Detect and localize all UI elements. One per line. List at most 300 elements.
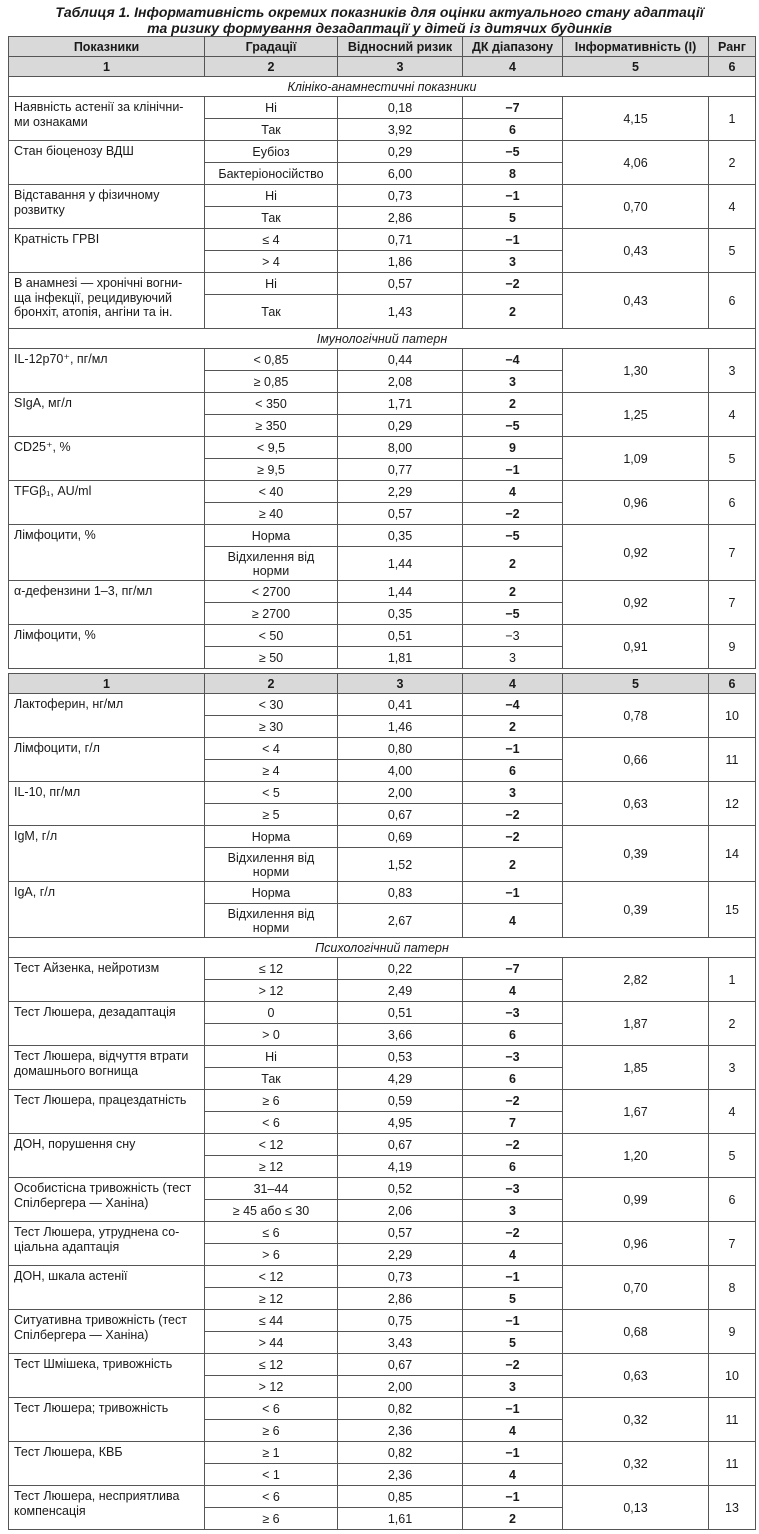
dk-cell: 2 [463, 848, 563, 882]
gradation-cell: ≥ 0,85 [205, 371, 338, 393]
gradation-cell: > 44 [205, 1332, 338, 1354]
indicator-name: Лімфоцити, % [9, 525, 205, 581]
indicator-name: Тест Люшера, несприятлива компенсація [9, 1486, 205, 1530]
gradation-cell: ≥ 5 [205, 804, 338, 826]
rank-cell: 6 [709, 1178, 756, 1222]
rank-cell: 4 [709, 185, 756, 229]
gradation-cell: > 4 [205, 251, 338, 273]
dk-cell: 4 [463, 481, 563, 503]
relative-risk-cell: 0,35 [338, 603, 463, 625]
table-row [9, 826, 756, 848]
section-title-row [9, 77, 756, 97]
gradation-cell: 31–44 [205, 1178, 338, 1200]
gradation-cell: ≥ 50 [205, 647, 338, 669]
relative-risk-cell: 0,29 [338, 141, 463, 163]
relative-risk-cell: 0,71 [338, 229, 463, 251]
relative-risk-cell: 0,77 [338, 459, 463, 481]
indicator-name: Тест Люшера, КВБ [9, 1442, 205, 1486]
relative-risk-cell: 1,61 [338, 1508, 463, 1530]
table-row [9, 738, 756, 760]
relative-risk-cell: 0,73 [338, 185, 463, 207]
gradation-cell: Ні [205, 273, 338, 295]
dk-cell: 6 [463, 760, 563, 782]
relative-risk-cell: 3,92 [338, 119, 463, 141]
gradation-cell: Ні [205, 97, 338, 119]
table-row [9, 625, 756, 647]
gradation-cell: Норма [205, 826, 338, 848]
indicator-name: В анамнезі — хронічні вогни-ща інфекції, рецидивуючий бронхіт, атопія, ангіни та ін. [9, 273, 205, 329]
indicator-name: Стан біоценозу ВДШ [9, 141, 205, 185]
dk-cell: −3 [463, 1178, 563, 1200]
informativeness-cell: 0,92 [563, 581, 709, 625]
relative-risk-cell: 0,35 [338, 525, 463, 547]
relative-risk-cell: 1,43 [338, 295, 463, 329]
dk-cell: 2 [463, 547, 563, 581]
section-title: Психологічний патерн [9, 938, 756, 958]
table-row [9, 882, 756, 904]
gradation-cell: < 6 [205, 1486, 338, 1508]
indicator-name: IL-12p70⁺, пг/мл [9, 349, 205, 393]
col-number: 5 [563, 674, 709, 694]
indicator-name: Відставання у фізичному розвитку [9, 185, 205, 229]
header-gradations: Градації [205, 37, 338, 57]
relative-risk-cell: 0,22 [338, 958, 463, 980]
table-row [9, 349, 756, 371]
rank-cell: 7 [709, 525, 756, 581]
relative-risk-cell: 0,85 [338, 1486, 463, 1508]
rank-cell: 6 [709, 481, 756, 525]
table-row [9, 481, 756, 503]
gradation-cell: ≥ 350 [205, 415, 338, 437]
informativeness-cell: 4,06 [563, 141, 709, 185]
dk-cell: −2 [463, 503, 563, 525]
rank-cell: 7 [709, 581, 756, 625]
dk-cell: 3 [463, 782, 563, 804]
rank-cell: 13 [709, 1486, 756, 1530]
relative-risk-cell: 2,29 [338, 481, 463, 503]
relative-risk-cell: 0,29 [338, 415, 463, 437]
relative-risk-cell: 4,19 [338, 1156, 463, 1178]
dk-cell: −5 [463, 141, 563, 163]
relative-risk-cell: 0,67 [338, 1354, 463, 1376]
dk-cell: 3 [463, 1200, 563, 1222]
col-number: 1 [9, 57, 205, 77]
gradation-cell: ≥ 6 [205, 1508, 338, 1530]
gradation-cell: < 350 [205, 393, 338, 415]
col-number: 6 [709, 674, 756, 694]
relative-risk-cell: 2,36 [338, 1464, 463, 1486]
gradation-cell: Норма [205, 882, 338, 904]
relative-risk-cell: 8,00 [338, 437, 463, 459]
column-numbers-row [9, 674, 756, 694]
gradation-cell: Бактеріоносійство [205, 163, 338, 185]
informativeness-cell: 0,99 [563, 1178, 709, 1222]
dk-cell: −7 [463, 958, 563, 980]
dk-cell: 6 [463, 119, 563, 141]
section-title-row [9, 938, 756, 958]
rank-cell: 11 [709, 738, 756, 782]
header-relative-risk: Відносний ризик [338, 37, 463, 57]
gradation-cell: ≥ 12 [205, 1288, 338, 1310]
relative-risk-cell: 3,66 [338, 1024, 463, 1046]
indicator-name: ДОН, порушення сну [9, 1134, 205, 1178]
col-number: 4 [463, 674, 563, 694]
gradation-cell: < 0,85 [205, 349, 338, 371]
relative-risk-cell: 0,75 [338, 1310, 463, 1332]
gradation-cell: Ні [205, 185, 338, 207]
dk-cell: −2 [463, 1222, 563, 1244]
dk-cell: 8 [463, 163, 563, 185]
relative-risk-cell: 0,51 [338, 1002, 463, 1024]
table-row [9, 273, 756, 295]
gradation-cell: ≥ 9,5 [205, 459, 338, 481]
dk-cell: 3 [463, 371, 563, 393]
informativeness-cell: 0,39 [563, 826, 709, 882]
dk-cell: −2 [463, 1354, 563, 1376]
gradation-cell: < 6 [205, 1398, 338, 1420]
table-row [9, 581, 756, 603]
col-number: 5 [563, 57, 709, 77]
table-row [9, 1354, 756, 1376]
gradation-cell: < 9,5 [205, 437, 338, 459]
relative-risk-cell: 1,44 [338, 547, 463, 581]
gradation-cell: Норма [205, 525, 338, 547]
col-number: 3 [338, 57, 463, 77]
dk-cell: −5 [463, 603, 563, 625]
relative-risk-cell: 2,29 [338, 1244, 463, 1266]
rank-cell: 3 [709, 1046, 756, 1090]
informativeness-cell: 0,96 [563, 1222, 709, 1266]
gradation-cell: > 12 [205, 1376, 338, 1398]
relative-risk-cell: 0,53 [338, 1046, 463, 1068]
section-title-row [9, 329, 756, 349]
indicator-name: Тест Люшера, утруднена со-ціальна адаптація [9, 1222, 205, 1266]
gradation-cell: ≤ 12 [205, 1354, 338, 1376]
indicator-name: Тест Люшера, відчуття втрати домашнього вогнища [9, 1046, 205, 1090]
gradation-cell: Відхилення від норми [205, 848, 338, 882]
rank-cell: 6 [709, 273, 756, 329]
rank-cell: 5 [709, 229, 756, 273]
gradation-cell: Ні [205, 1046, 338, 1068]
dk-cell: 5 [463, 1332, 563, 1354]
gradation-cell: ≥ 2700 [205, 603, 338, 625]
rank-cell: 9 [709, 625, 756, 669]
relative-risk-cell: 2,49 [338, 980, 463, 1002]
informativeness-cell: 0,70 [563, 1266, 709, 1310]
relative-risk-cell: 4,00 [338, 760, 463, 782]
relative-risk-cell: 0,82 [338, 1398, 463, 1420]
informativeness-cell: 0,32 [563, 1442, 709, 1486]
relative-risk-cell: 2,06 [338, 1200, 463, 1222]
indicator-name: Тест Шмішека, тривожність [9, 1354, 205, 1398]
informativeness-cell: 0,43 [563, 229, 709, 273]
table-row [9, 1178, 756, 1200]
informativeness-table [8, 36, 756, 1530]
dk-cell: −2 [463, 826, 563, 848]
gradation-cell: < 50 [205, 625, 338, 647]
table-row [9, 141, 756, 163]
gradation-cell: > 12 [205, 980, 338, 1002]
informativeness-cell: 0,70 [563, 185, 709, 229]
gradation-cell: ≥ 12 [205, 1156, 338, 1178]
relative-risk-cell: 0,57 [338, 273, 463, 295]
gradation-cell: Відхилення від норми [205, 547, 338, 581]
dk-cell: 6 [463, 1156, 563, 1178]
table-row [9, 393, 756, 415]
relative-risk-cell: 0,44 [338, 349, 463, 371]
rank-cell: 11 [709, 1398, 756, 1442]
relative-risk-cell: 1,46 [338, 716, 463, 738]
relative-risk-cell: 0,69 [338, 826, 463, 848]
dk-cell: 4 [463, 904, 563, 938]
dk-cell: 3 [463, 251, 563, 273]
dk-cell: −7 [463, 97, 563, 119]
informativeness-cell: 0,96 [563, 481, 709, 525]
dk-cell: −3 [463, 1046, 563, 1068]
indicator-name: ДОН, шкала астенії [9, 1266, 205, 1310]
dk-cell: 4 [463, 1244, 563, 1266]
relative-risk-cell: 0,51 [338, 625, 463, 647]
indicator-name: Особистісна тривожність (тест Спілбергера — Ханіна) [9, 1178, 205, 1222]
relative-risk-cell: 2,36 [338, 1420, 463, 1442]
indicator-name: Лактоферин, нг/мл [9, 694, 205, 738]
relative-risk-cell: 2,00 [338, 1376, 463, 1398]
gradation-cell: ≤ 44 [205, 1310, 338, 1332]
rank-cell: 10 [709, 694, 756, 738]
rank-cell: 5 [709, 437, 756, 481]
dk-cell: −3 [463, 625, 563, 647]
relative-risk-cell: 6,00 [338, 163, 463, 185]
informativeness-cell: 1,25 [563, 393, 709, 437]
indicator-name: Тест Люшера, працездатність [9, 1090, 205, 1134]
gradation-cell: Так [205, 295, 338, 329]
informativeness-cell: 0,63 [563, 782, 709, 826]
informativeness-cell: 0,68 [563, 1310, 709, 1354]
gradation-cell: 0 [205, 1002, 338, 1024]
relative-risk-cell: 2,86 [338, 1288, 463, 1310]
dk-cell: 7 [463, 1112, 563, 1134]
table-row [9, 1002, 756, 1024]
dk-cell: −2 [463, 1090, 563, 1112]
table-row [9, 97, 756, 119]
table-row [9, 1398, 756, 1420]
relative-risk-cell: 1,44 [338, 581, 463, 603]
table-row [9, 1222, 756, 1244]
gradation-cell: > 0 [205, 1024, 338, 1046]
table-body [9, 37, 756, 1530]
relative-risk-cell: 0,82 [338, 1442, 463, 1464]
table-caption [0, 0, 759, 36]
header-informativeness: Інформативність (I) [563, 37, 709, 57]
relative-risk-cell: 0,18 [338, 97, 463, 119]
dk-cell: 4 [463, 1464, 563, 1486]
col-number: 3 [338, 674, 463, 694]
relative-risk-cell: 2,00 [338, 782, 463, 804]
dk-cell: −5 [463, 415, 563, 437]
relative-risk-cell: 3,43 [338, 1332, 463, 1354]
dk-cell: −1 [463, 1266, 563, 1288]
indicator-name: CD25⁺, % [9, 437, 205, 481]
column-numbers-row [9, 57, 756, 77]
indicator-name: Кратність ГРВІ [9, 229, 205, 273]
indicator-name: Наявність астенії за клінічни-ми ознаками [9, 97, 205, 141]
indicator-name: Лімфоцити, г/л [9, 738, 205, 782]
relative-risk-cell: 0,52 [338, 1178, 463, 1200]
informativeness-cell: 0,13 [563, 1486, 709, 1530]
gradation-cell: ≥ 45 або ≤ 30 [205, 1200, 338, 1222]
dk-cell: −5 [463, 525, 563, 547]
dk-cell: −1 [463, 882, 563, 904]
dk-cell: 4 [463, 980, 563, 1002]
table-row [9, 1486, 756, 1508]
informativeness-cell: 1,85 [563, 1046, 709, 1090]
dk-cell: 4 [463, 1420, 563, 1442]
caption-line-1: Таблиця 1. Інформативність окремих показників для оцінки актуального стану адаптації [55, 4, 704, 20]
rank-cell: 4 [709, 1090, 756, 1134]
col-number: 2 [205, 674, 338, 694]
dk-cell: 2 [463, 716, 563, 738]
informativeness-cell: 0,43 [563, 273, 709, 329]
informativeness-cell: 2,82 [563, 958, 709, 1002]
informativeness-cell: 1,87 [563, 1002, 709, 1046]
rank-cell: 8 [709, 1266, 756, 1310]
gradation-cell: ≥ 40 [205, 503, 338, 525]
relative-risk-cell: 2,86 [338, 207, 463, 229]
rank-cell: 15 [709, 882, 756, 938]
gradation-cell: ≥ 6 [205, 1090, 338, 1112]
dk-cell: 5 [463, 1288, 563, 1310]
gradation-cell: Відхилення від норми [205, 904, 338, 938]
relative-risk-cell: 1,71 [338, 393, 463, 415]
informativeness-cell: 1,30 [563, 349, 709, 393]
gradation-cell: ≤ 12 [205, 958, 338, 980]
rank-cell: 10 [709, 1354, 756, 1398]
relative-risk-cell: 1,86 [338, 251, 463, 273]
table-row [9, 525, 756, 547]
informativeness-cell: 0,66 [563, 738, 709, 782]
table-row [9, 1046, 756, 1068]
relative-risk-cell: 0,73 [338, 1266, 463, 1288]
table-row [9, 958, 756, 980]
gradation-cell: ≤ 6 [205, 1222, 338, 1244]
indicator-name: IgM, г/л [9, 826, 205, 882]
gradation-cell: < 1 [205, 1464, 338, 1486]
informativeness-cell: 0,91 [563, 625, 709, 669]
informativeness-cell: 4,15 [563, 97, 709, 141]
dk-cell: 3 [463, 647, 563, 669]
relative-risk-cell: 4,95 [338, 1112, 463, 1134]
indicator-name: Тест Люшера, дезадаптація [9, 1002, 205, 1046]
informativeness-cell: 0,32 [563, 1398, 709, 1442]
relative-risk-cell: 0,83 [338, 882, 463, 904]
dk-cell: 6 [463, 1024, 563, 1046]
col-number: 6 [709, 57, 756, 77]
dk-cell: −1 [463, 229, 563, 251]
dk-cell: 2 [463, 393, 563, 415]
informativeness-cell: 0,92 [563, 525, 709, 581]
relative-risk-cell: 1,81 [338, 647, 463, 669]
gradation-cell: ≤ 4 [205, 229, 338, 251]
indicator-name: Тест Люшера; тривожність [9, 1398, 205, 1442]
dk-cell: 2 [463, 581, 563, 603]
caption-line-2: та ризику формування дезадаптації у дітей із дитячих будинків [147, 20, 612, 36]
rank-cell: 1 [709, 97, 756, 141]
col-number: 1 [9, 674, 205, 694]
relative-risk-cell: 0,57 [338, 1222, 463, 1244]
rank-cell: 7 [709, 1222, 756, 1266]
table-row [9, 1442, 756, 1464]
rank-cell: 14 [709, 826, 756, 882]
gradation-cell: Так [205, 1068, 338, 1090]
table-row [9, 185, 756, 207]
dk-cell: 3 [463, 1376, 563, 1398]
dk-cell: −1 [463, 1398, 563, 1420]
col-number: 4 [463, 57, 563, 77]
informativeness-cell: 1,20 [563, 1134, 709, 1178]
gradation-cell: ≥ 6 [205, 1420, 338, 1442]
rank-cell: 4 [709, 393, 756, 437]
dk-cell: 9 [463, 437, 563, 459]
rank-cell: 12 [709, 782, 756, 826]
dk-cell: 5 [463, 207, 563, 229]
indicator-name: Лімфоцити, % [9, 625, 205, 669]
table-row [9, 1266, 756, 1288]
indicator-name: SIgA, мг/л [9, 393, 205, 437]
header-row [9, 37, 756, 57]
header-dk-range: ДК діапазону [463, 37, 563, 57]
dk-cell: −1 [463, 185, 563, 207]
dk-cell: −1 [463, 1310, 563, 1332]
gradation-cell: < 6 [205, 1112, 338, 1134]
dk-cell: 2 [463, 295, 563, 329]
section-title: Клініко-анамнестичні показники [9, 77, 756, 97]
informativeness-cell: 0,63 [563, 1354, 709, 1398]
table-row [9, 229, 756, 251]
relative-risk-cell: 0,41 [338, 694, 463, 716]
indicator-name: Тест Айзенка, нейротизм [9, 958, 205, 1002]
rank-cell: 3 [709, 349, 756, 393]
rank-cell: 1 [709, 958, 756, 1002]
gradation-cell: ≥ 30 [205, 716, 338, 738]
gradation-cell: ≥ 4 [205, 760, 338, 782]
indicator-name: α-дефензини 1–3, пг/мл [9, 581, 205, 625]
dk-cell: −1 [463, 459, 563, 481]
informativeness-cell: 1,09 [563, 437, 709, 481]
relative-risk-cell: 0,67 [338, 1134, 463, 1156]
gradation-cell: < 12 [205, 1266, 338, 1288]
dk-cell: −4 [463, 349, 563, 371]
relative-risk-cell: 0,57 [338, 503, 463, 525]
indicator-name: IL-10, пг/мл [9, 782, 205, 826]
gradation-cell: < 2700 [205, 581, 338, 603]
rank-cell: 2 [709, 1002, 756, 1046]
table-row [9, 1310, 756, 1332]
gradation-cell: Так [205, 207, 338, 229]
relative-risk-cell: 0,67 [338, 804, 463, 826]
relative-risk-cell: 1,52 [338, 848, 463, 882]
gradation-cell: < 12 [205, 1134, 338, 1156]
rank-cell: 11 [709, 1442, 756, 1486]
section-title: Імунологічний патерн [9, 329, 756, 349]
relative-risk-cell: 0,80 [338, 738, 463, 760]
rank-cell: 5 [709, 1134, 756, 1178]
dk-cell: −2 [463, 804, 563, 826]
dk-cell: −2 [463, 273, 563, 295]
gradation-cell: Так [205, 119, 338, 141]
rank-cell: 9 [709, 1310, 756, 1354]
gradation-cell: < 40 [205, 481, 338, 503]
informativeness-cell: 0,39 [563, 882, 709, 938]
